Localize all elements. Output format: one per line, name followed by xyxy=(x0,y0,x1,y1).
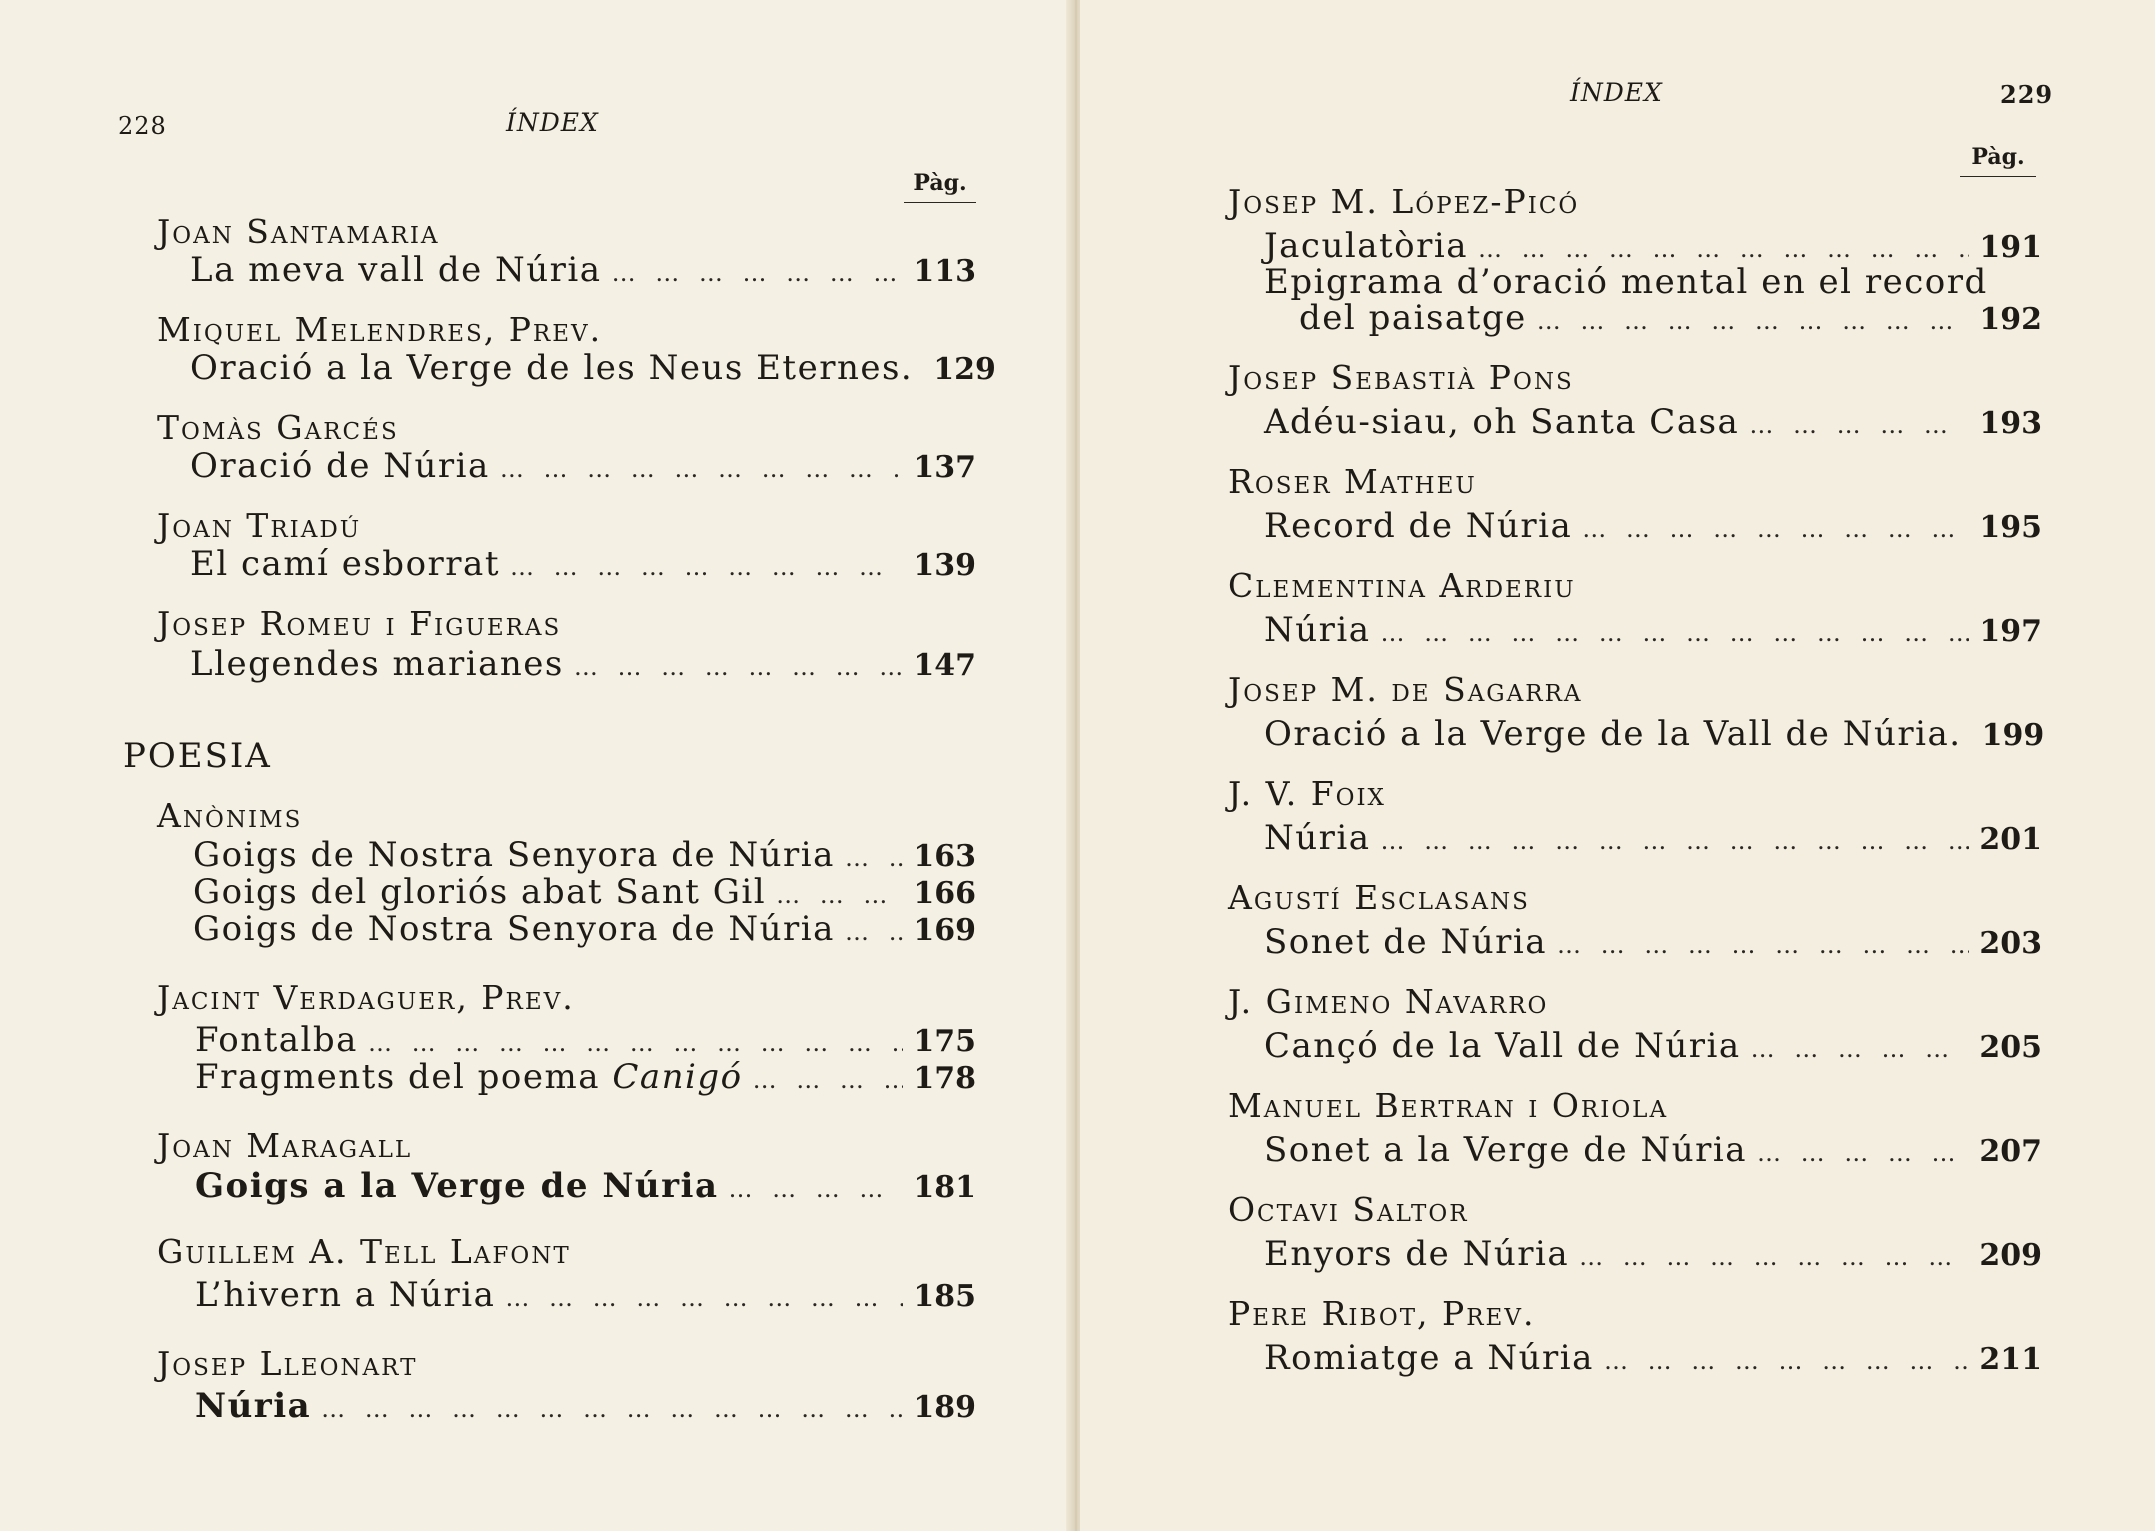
leader-dots xyxy=(728,1175,903,1203)
entry-title: Jaculatòria xyxy=(1264,226,1469,266)
entry-title: Romiatge a Núria xyxy=(1264,1338,1594,1378)
author-sagarra: Josep M. de Sagarra xyxy=(1228,670,1583,709)
toc-entry-line: Epigrama d’oració mental en el record xyxy=(1264,262,1988,302)
author-lopez-pico: Josep M. López-Picó xyxy=(1228,182,1580,221)
author-saltor: Octavi Saltor xyxy=(1228,1190,1469,1229)
entry-title: Goigs a la Verge de Núria xyxy=(195,1166,719,1206)
leader-dots xyxy=(1579,1243,1969,1271)
entry-title: Oració de Núria xyxy=(190,446,490,486)
author-sebastia-pons: Josep Sebastià Pons xyxy=(1228,358,1574,397)
entry-title: Enyors de Núria xyxy=(1264,1234,1570,1274)
entry-title: del paisatge xyxy=(1299,298,1527,338)
toc-entry xyxy=(195,1166,976,1206)
entry-title: Fontalba xyxy=(195,1020,358,1060)
entry-page: 195 xyxy=(1979,510,2042,545)
toc-entry xyxy=(195,1020,976,1060)
leader-dots xyxy=(574,653,904,681)
leader-dots xyxy=(1749,411,1969,439)
toc-entry xyxy=(1299,298,2042,338)
entry-title: Oració a la Verge de les Neus Eternes. xyxy=(190,348,914,388)
entry-page: 175 xyxy=(913,1024,976,1059)
entry-title: Goigs del gloriós abat Sant Gil xyxy=(193,872,767,912)
entry-title: Núria xyxy=(195,1386,312,1426)
leader-dots xyxy=(612,259,904,287)
entry-page: 191 xyxy=(1979,230,2042,265)
entry-page: 178 xyxy=(913,1061,976,1096)
leader-dots xyxy=(776,881,903,909)
running-title-right: ÍNDEX xyxy=(1570,78,1663,107)
entry-page: 166 xyxy=(913,876,976,911)
leader-dots xyxy=(845,918,903,946)
toc-entry xyxy=(1264,226,2042,266)
entry-page: 199 xyxy=(1981,718,2045,753)
leader-dots xyxy=(500,455,904,483)
toc-entry xyxy=(1264,714,2045,754)
entry-page: 203 xyxy=(1979,926,2042,961)
entry-title: Oració a la Verge de la Vall de Núria. xyxy=(1264,714,1962,754)
entry-page: 207 xyxy=(1979,1134,2042,1169)
entry-page: 181 xyxy=(913,1170,976,1205)
author-arderiu: Clementina Arderiu xyxy=(1228,566,1576,605)
leader-dots xyxy=(1751,1035,1970,1063)
entry-page: 211 xyxy=(1979,1342,2042,1377)
entry-title: Goigs de Nostra Senyora de Núria xyxy=(193,835,835,875)
entry-title: Llegendes marianes xyxy=(190,644,564,684)
entry-page: 139 xyxy=(913,548,976,583)
entry-page: 197 xyxy=(1979,614,2042,649)
leader-dots xyxy=(510,553,903,581)
entry-title: La meva vall de Núria xyxy=(190,250,602,290)
leader-dots xyxy=(505,1284,903,1312)
author-gimeno-navarro: J. Gimeno Navarro xyxy=(1228,982,1549,1021)
entry-title: Cançó de la Vall de Núria xyxy=(1264,1026,1741,1066)
toc-entry xyxy=(195,1386,976,1426)
running-title-left: ÍNDEX xyxy=(506,108,599,137)
leader-dots xyxy=(1381,619,1970,647)
author-esclasans: Agustí Esclasans xyxy=(1228,878,1530,917)
leader-dots xyxy=(1582,515,1969,543)
toc-entry xyxy=(1264,1026,2042,1066)
toc-entry xyxy=(190,544,976,584)
entry-page: 209 xyxy=(1979,1238,2042,1273)
pag-label-left: Pàg. xyxy=(904,170,976,203)
author-foix: J. V. Foix xyxy=(1228,774,1386,813)
entry-title: Núria xyxy=(1264,610,1371,650)
toc-entry xyxy=(1264,1130,2042,1170)
right-page xyxy=(1080,0,2155,1531)
toc-entry xyxy=(190,348,996,388)
toc-entry xyxy=(1264,402,2042,442)
entry-title xyxy=(195,1057,743,1097)
toc-entry xyxy=(1264,922,2042,962)
entry-title: L’hivern a Núria xyxy=(195,1275,496,1315)
author-ribot: Pere Ribot, Prev. xyxy=(1228,1294,1536,1333)
entry-title: Sonet a la Verge de Núria xyxy=(1264,1130,1748,1170)
author-maragall: Joan Maragall xyxy=(157,1126,413,1165)
entry-page: 193 xyxy=(1979,406,2042,441)
entry-title: El camí esborrat xyxy=(190,544,500,584)
author-romeu: Josep Romeu i Figueras xyxy=(157,604,562,643)
author-melendres: Miquel Melendres, Prev. xyxy=(157,310,603,349)
page-number-right: 229 xyxy=(2000,80,2054,109)
leader-dots xyxy=(1537,307,1970,335)
author-tell-lafont: Guillem A. Tell Lafont xyxy=(157,1232,571,1271)
leader-dots xyxy=(1557,931,1969,959)
toc-entry xyxy=(195,1275,976,1315)
toc-entry xyxy=(193,909,976,949)
entry-page: 205 xyxy=(1979,1030,2042,1065)
author-triadu: Joan Triadú xyxy=(157,506,362,545)
leader-dots xyxy=(1757,1139,1969,1167)
author-garces: Tomàs Garcés xyxy=(157,408,399,447)
toc-entry xyxy=(190,250,976,290)
toc-entry xyxy=(1264,506,2042,546)
author-lleonart: Josep Lleonart xyxy=(157,1344,418,1383)
toc-entry xyxy=(1264,818,2042,858)
entry-page: 192 xyxy=(1979,302,2042,337)
toc-entry xyxy=(1264,1234,2042,1274)
entry-page: 189 xyxy=(913,1390,976,1425)
leader-dots xyxy=(845,844,903,872)
entry-title: Sonet de Núria xyxy=(1264,922,1547,962)
entry-title: Record de Núria xyxy=(1264,506,1573,546)
entry-page: 201 xyxy=(1979,822,2042,857)
author-matheu: Roser Matheu xyxy=(1228,462,1477,501)
author-verdaguer: Jacint Verdaguer, Prev. xyxy=(157,978,575,1017)
entry-page: 147 xyxy=(913,648,976,683)
left-page xyxy=(0,0,1072,1531)
entry-page: 113 xyxy=(913,254,976,289)
entry-page: 137 xyxy=(913,450,976,485)
toc-entry xyxy=(190,644,976,684)
toc-entry xyxy=(193,872,976,912)
author-santamaria: Joan Santamaria xyxy=(157,212,440,251)
leader-dots xyxy=(368,1029,903,1057)
leader-dots xyxy=(1478,235,1969,263)
entry-page: 129 xyxy=(933,352,996,387)
entry-title-text: Fragments del poema xyxy=(195,1057,613,1097)
entry-page: 169 xyxy=(913,913,976,948)
entry-title: Goigs de Nostra Senyora de Núria xyxy=(193,909,835,949)
leader-dots xyxy=(753,1066,904,1094)
toc-entry xyxy=(195,1057,976,1097)
leader-dots xyxy=(321,1395,903,1423)
author-bertran-oriola: Manuel Bertran i Oriola xyxy=(1228,1086,1669,1125)
entry-title-italic: Canigó xyxy=(612,1057,743,1097)
toc-entry xyxy=(190,446,976,486)
entry-title: Adéu-siau, oh Santa Casa xyxy=(1264,402,1740,442)
pag-label-right: Pàg. xyxy=(1960,144,2036,177)
entry-page: 185 xyxy=(913,1279,976,1314)
author-anonims: Anònims xyxy=(157,796,303,835)
entry-title: Núria xyxy=(1264,818,1371,858)
page-number-left: 228 xyxy=(118,112,167,140)
entry-page: 163 xyxy=(913,839,976,874)
toc-entry xyxy=(193,835,976,875)
leader-dots xyxy=(1604,1347,1969,1375)
section-heading-poesia: POESIA xyxy=(123,736,272,776)
toc-entry xyxy=(1264,1338,2042,1378)
leader-dots xyxy=(1381,827,1970,855)
toc-entry xyxy=(1264,610,2042,650)
